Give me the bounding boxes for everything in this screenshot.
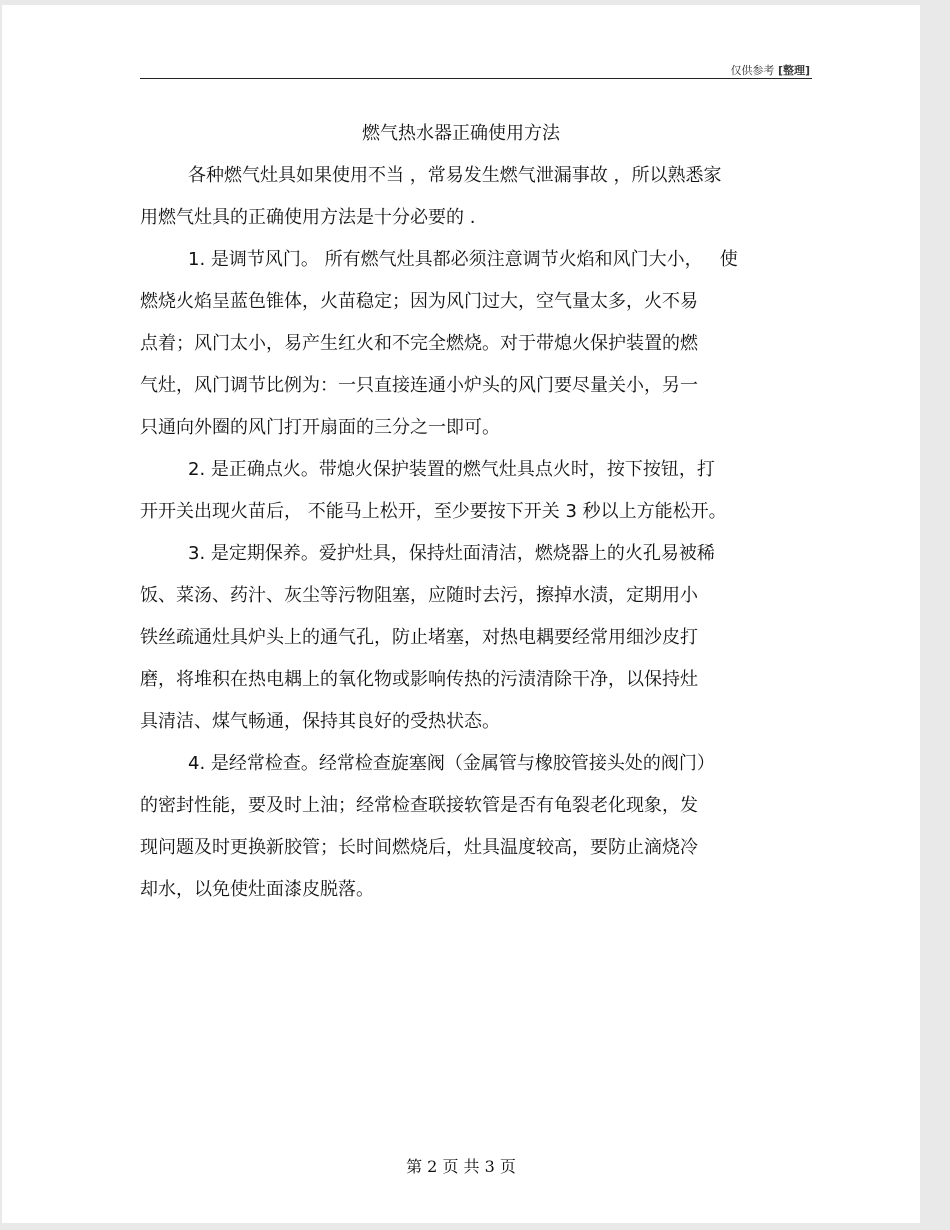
body-line: 2. 是正确点火。带熄火保护装置的燃气灶具点火时，按下按钮，打	[188, 459, 715, 480]
body-line: 现问题及时更换新胶管；长时间燃烧后，灶具温度较高，要防止滴烧冷	[140, 837, 698, 858]
body-line: 1. 是调节风门。 所有燃气灶具都必须注意调节火焰和风门大小， 使	[188, 249, 738, 270]
document-page	[2, 5, 920, 1223]
body-line: 各种燃气灶具如果使用不当 ，常易发生燃气泄漏事故 ，所以熟悉家	[188, 165, 722, 186]
body-line: 磨，将堆积在热电耦上的氧化物或影响传热的污渍清除干净，以保持灶	[140, 669, 698, 690]
body-line: 开开关出现火苗后， 不能马上松开，至少要按下开关 3 秒以上方能松开。	[140, 501, 727, 522]
body-line: 气灶，风门调节比例为：一只直接连通小炉头的风门要尽量关小，另一	[140, 375, 698, 396]
header-divider	[140, 78, 812, 79]
header-note	[730, 62, 810, 78]
document-title: 燃气热水器正确使用方法	[362, 123, 560, 144]
body-line: 具清洁、煤气畅通，保持其良好的受热状态。	[140, 711, 500, 732]
document-body	[140, 155, 812, 911]
body-line: 饭、菜汤、药汁、灰尘等污物阻塞，应随时去污，擦掉水渍，定期用小	[140, 585, 698, 606]
header-note-text: 仅供参考	[730, 64, 775, 77]
body-line: 却水，以免使灶面漆皮脱落。	[140, 879, 374, 900]
body-line: 燃烧火焰呈蓝色锥体，火苗稳定；因为风门过大，空气量太多，火不易	[140, 291, 698, 312]
body-line: 只通向外圈的风门打开扇面的三分之一即可。	[140, 417, 500, 438]
body-line: 用燃气灶具的正确使用方法是十分必要的 .	[140, 207, 476, 228]
body-line: 4. 是经常检查。经常检查旋塞阀（金属管与橡胶管接头处的阀门）	[188, 753, 715, 774]
body-line: 铁丝疏通灶具炉头上的通气孔，防止堵塞，对热电耦要经常用细沙皮打	[140, 627, 698, 648]
body-line: 点着；风门太小，易产生红火和不完全燃烧。对于带熄火保护装置的燃	[140, 333, 698, 354]
body-line: 3. 是定期保养。爱护灶具，保持灶面清洁，燃烧器上的火孔易被稀	[188, 543, 715, 564]
header-tag: [整理]	[777, 64, 810, 77]
body-line: 的密封性能，要及时上油；经常检查联接软管是否有龟裂老化现象，发	[140, 795, 698, 816]
page-number: 第 2 页 共 3 页	[406, 1157, 516, 1176]
